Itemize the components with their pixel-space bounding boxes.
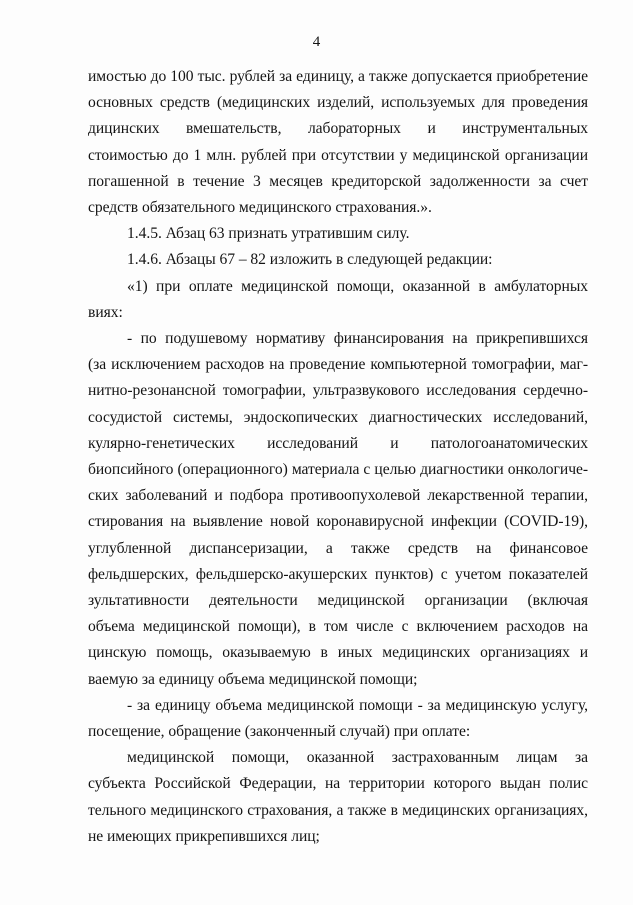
text-line: сосудистой системы, эндоскопических диагностических исследований, (88, 408, 588, 426)
text-line: медицинской помощи, оказанной застрахованным лицам за (127, 749, 588, 767)
text-line: нитно-резонансной томографии, ультразвукового исследования сердечно- (88, 382, 588, 400)
text-line: углубленной диспансеризации, а также средств на финансовое (88, 539, 588, 557)
text-line: 1.4.5. Абзац 63 признать утратившим силу. (127, 225, 410, 243)
text-line: основных средств (медицинских изделий, используемых для проведения (88, 94, 588, 112)
page-number: 4 (312, 34, 321, 50)
text-line: субъекта Российской Федерации, на территории которого выдан полис (88, 775, 588, 793)
text-line: кулярно-генетических исследований и патологоанатомических (88, 434, 588, 452)
text-line: фельдшерских, фельдшерско-акушерских пунктов) с учетом показателей (88, 565, 588, 583)
text-line: - за единицу объема медицинской помощи - за медицинскую услугу, (127, 696, 588, 714)
text-line: имостью до 100 тыс. рублей за единицу, а также допускается приобретение (88, 68, 588, 85)
text-line: биопсийного (операционного) материала с целью диагностики онкологиче- (88, 461, 588, 478)
text-line: цинскую помощь, оказываемую в иных медицинских организациях и (88, 644, 588, 662)
text-line: (за исключением расходов на проведение компьютерной томографии, маг- (88, 356, 588, 374)
text-line: посещение, обращение (законченный случай) при оплате: (88, 723, 471, 740)
text-line: «1) при оплате медицинской помощи, оказанной в амбулаторных (127, 277, 588, 295)
text-line: погашенной в течение 3 месяцев кредиторской задолженности за счет (88, 172, 588, 190)
text-line: стоимостью до 1 млн. рублей при отсутствии у медицинской организации (88, 146, 588, 164)
text-line: - по подушевому нормативу финансирования на прикрепившихся (127, 330, 588, 347)
text-line: средств обязательного медицинского страхования.». (88, 199, 432, 216)
text-line: объема медицинской помощи), в том числе с включением расходов на (88, 618, 588, 636)
text-line: 1.4.6. Абзацы 67 – 82 изложить в следующей редакции: (127, 251, 493, 269)
text-line: зультативности деятельности медицинской организации (включая (88, 592, 588, 609)
text-line: тельного медицинского страхования, а также в медицинских организациях, (88, 801, 588, 819)
text-line: ваемую за единицу объема медицинской помощи; (88, 670, 418, 688)
text-line: ских заболеваний и подбора противоопухолевой лекарственной терапии, (88, 487, 588, 505)
text-line: виях: (88, 303, 123, 321)
text-line: не имеющих прикрепившихся лиц; (88, 827, 320, 845)
text-line: дицинских вмешательств, лабораторных и инструментальных (88, 120, 588, 138)
text-line: стирования на выявление новой коронавирусной инфекции (COVID-19), (88, 513, 588, 531)
